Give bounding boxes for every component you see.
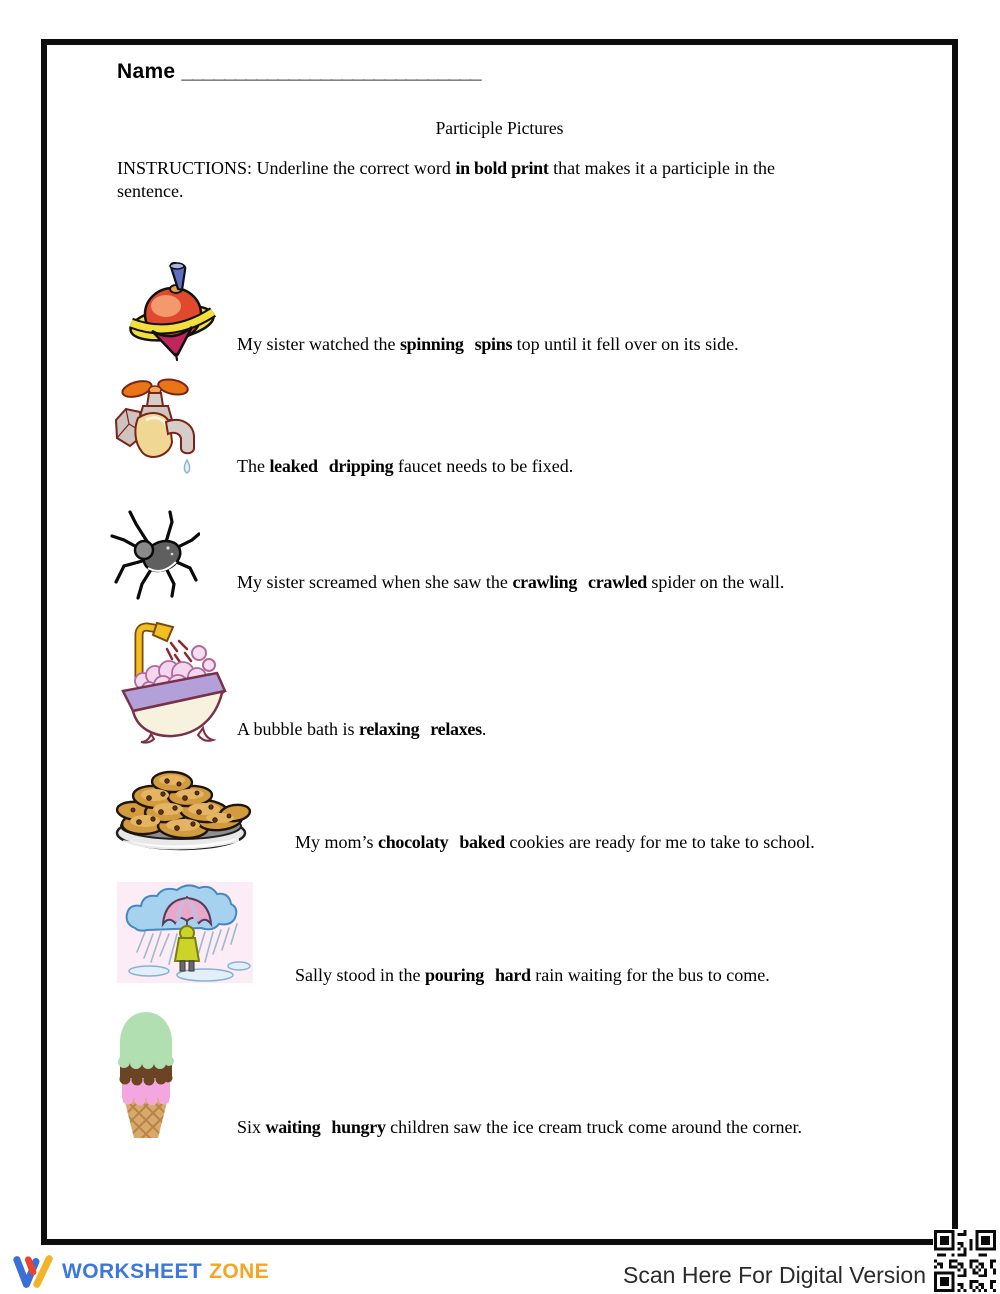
sentence-4-post: . [481,719,487,739]
scan-here-text: Scan Here For Digital Version [623,1262,926,1288]
sentence-1-pre: My sister watched the [237,334,400,354]
faucet-image [110,376,207,476]
sentence-2-option-2: dripping [328,456,394,476]
sentence-6-pre: Sally stood in the [295,965,425,985]
sentence-3 [237,572,784,593]
sentence-3-option-1: crawling [512,572,578,592]
instructions-post: that makes it a participle in the [548,158,776,178]
spinning-top-icon [126,260,218,362]
spider-icon [110,510,200,602]
page-title: Participle Pictures [435,118,564,138]
sentence-2-pre: The [237,456,270,476]
sentence-7-post: children saw the ice cream truck come around the corner. [385,1117,802,1137]
sentence-6-option-2: hard [494,965,531,985]
sentence-3-post: spider on the wall. [646,572,785,592]
sentence-5-option-1: chocolaty [378,832,449,852]
sentence-5-option-2: baked [459,832,505,852]
rain-image [117,882,253,983]
sentence-2 [237,456,573,477]
sentence-1-option-2: spins [474,334,513,354]
brand-word-worksheet: WORKSHEET [62,1260,203,1283]
sentence-4-option-2: relaxes [430,719,482,739]
sentence-4-pre: A bubble bath is [237,719,359,739]
cookies-image [111,762,252,853]
sentence-3-pre: My sister screamed when she saw the [237,572,513,592]
sentence-2-post: faucet needs to be fixed. [393,456,574,476]
sentence-4-option-1: relaxing [359,719,420,739]
sentence-1-post: top until it fell over on its side. [512,334,739,354]
cookies-plate-icon [111,762,252,853]
sentence-5-pre: My mom’s [295,832,379,852]
qr-code [933,1229,997,1293]
sentence-7-pre: Six [237,1117,266,1137]
sentence-6 [295,965,770,986]
ice-cream-image [112,1012,180,1140]
name-row [117,60,481,84]
sentence-3-option-2: crawled [588,572,647,592]
sentence-6-post: rain waiting for the bus to come. [530,965,770,985]
sentence-1 [237,334,739,355]
sentence-7-option-2: hungry [331,1117,386,1137]
footer-brand [12,1252,269,1292]
rain-umbrella-icon [117,882,253,983]
name-blank-line: ____________________________ [181,60,481,83]
worksheetzone-logo-icon [12,1253,56,1291]
name-label: Name [117,60,176,83]
sentence-2-option-1: leaked [269,456,318,476]
sentence-1-option-1: spinning [399,334,464,354]
bubble-bath-image [115,615,232,746]
spider-image [110,510,200,602]
sentence-6-option-1: pouring [425,965,484,985]
qr-code-icon [934,1230,996,1292]
sentence-5 [295,832,815,853]
sentence-5-post: cookies are ready for me to take to school. [504,832,815,852]
ice-cream-cone-icon [112,1012,180,1140]
brand-word-zone: ZONE [209,1260,270,1283]
instructions-pre: INSTRUCTIONS: Underline the correct word [117,158,456,178]
instructions-line2: sentence. [117,181,184,201]
instructions-bold: in bold print [455,158,549,178]
sentence-7 [237,1117,802,1138]
bubble-bath-icon [115,615,232,746]
sentence-4 [237,719,486,740]
instructions [117,157,877,203]
sentence-7-option-1: waiting [265,1117,321,1137]
dripping-faucet-icon [110,376,207,476]
spinning-top-image [126,260,218,362]
